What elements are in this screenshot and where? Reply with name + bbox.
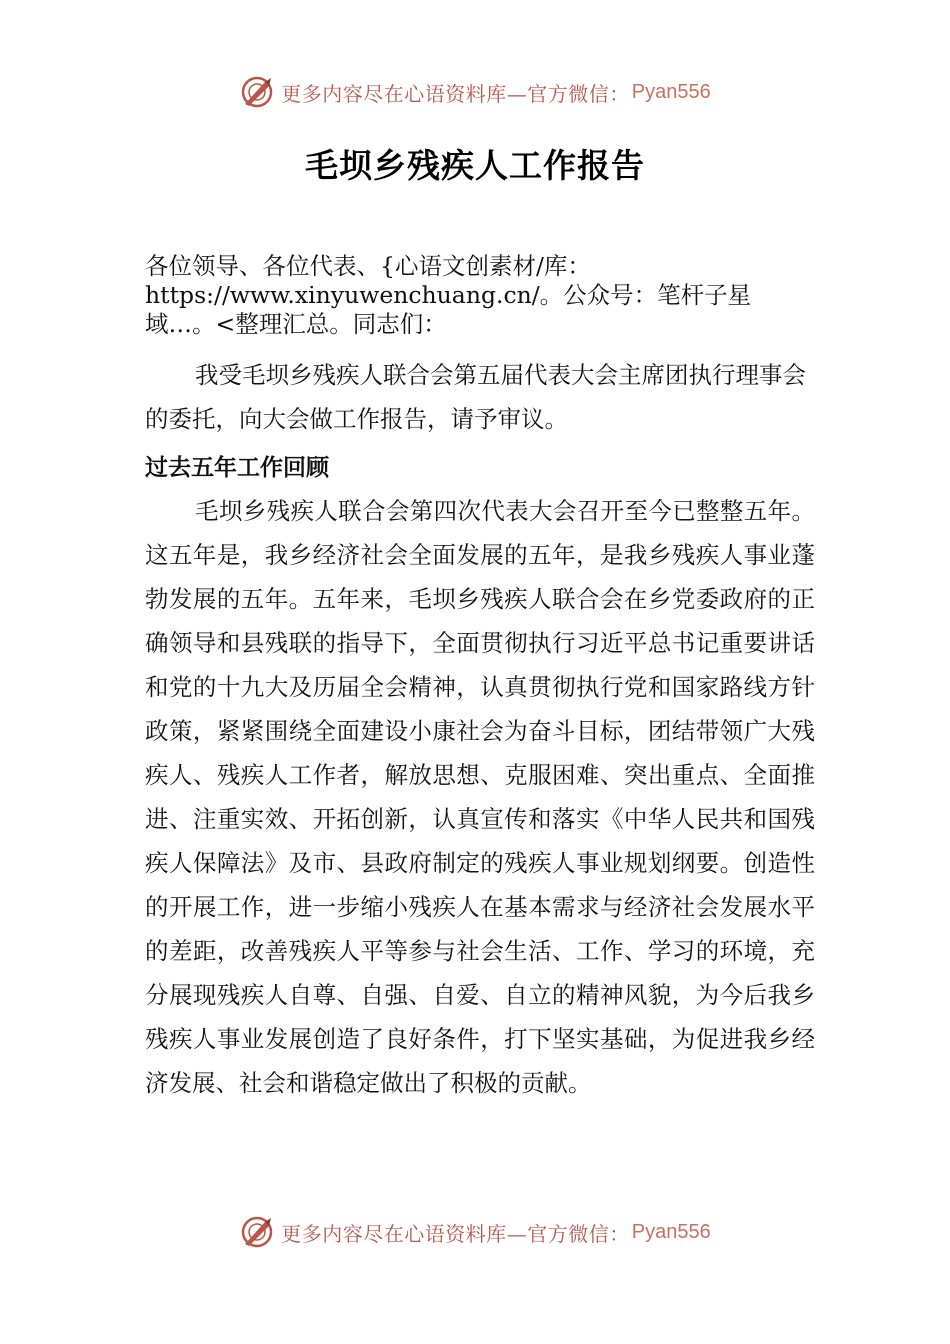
pen-nib-icon — [239, 1214, 275, 1250]
salutation-paragraph: 各位领导、各位代表、{心语文创素材/库：https://www.xinyuwenchuang.cn/。公众号：笔杆子星域…。<整理汇总。同志们： — [145, 252, 752, 338]
banner-text: 更多内容尽在心语资料库—官方微信： — [281, 1221, 630, 1246]
banner-wechat-id: Pyan556 — [631, 1220, 711, 1243]
pen-nib-icon — [239, 74, 275, 110]
section-paragraph: 毛坝乡残疾人联合会第四次代表大会召开至今已整整五年。这五年是，我乡经济社会全面发展的五年，是我乡残疾人事业蓬勃发展的五年。五年来，毛坝乡残疾人联合会在乡党委政府的正确领导和县残联的指导下，全面贯彻执行习近平总书记重要讲话和党的十九大及历届全会精神，认真贯彻执行党和国家路线方针政策，紧紧围绕全面建设小康社会为奋斗目标，团结带领广大残疾人、残疾人工作者，解放思想、克服困难、突出重点、全面推进、注重实效、开拓创新，认真宣传和落实《中华人民共和国残疾人保障法》及市、县政府制定的残疾人事业规划纲要。创造性的开展工作，进一步缩小残疾人在基本需求与经济社会发展水平的差距，改善残疾人平等参与社会生活、工作、学习的环境，充分展现残疾人自尊、自强、自爱、自立的精神风貌，为今后我乡残疾人事业发展创造了良好条件，打下坚实基础，为促进我乡经济发展、社会和谐稳定做出了积极的贡献。 — [145, 497, 815, 1097]
document-body — [145, 252, 815, 1105]
section-heading: 过去五年工作回顾 — [145, 455, 329, 481]
banner-text: 更多内容尽在心语资料库—官方微信： — [281, 81, 630, 106]
intro-paragraph: 我受毛坝乡残疾人联合会第五届代表大会主席团执行理事会的委托，向大会做工作报告，请予审议。 — [145, 361, 806, 433]
banner-wechat-id: Pyan556 — [631, 80, 711, 103]
header-banner — [0, 72, 950, 112]
footer-banner — [0, 1212, 950, 1252]
document-title: 毛坝乡残疾人工作报告 — [305, 146, 645, 185]
